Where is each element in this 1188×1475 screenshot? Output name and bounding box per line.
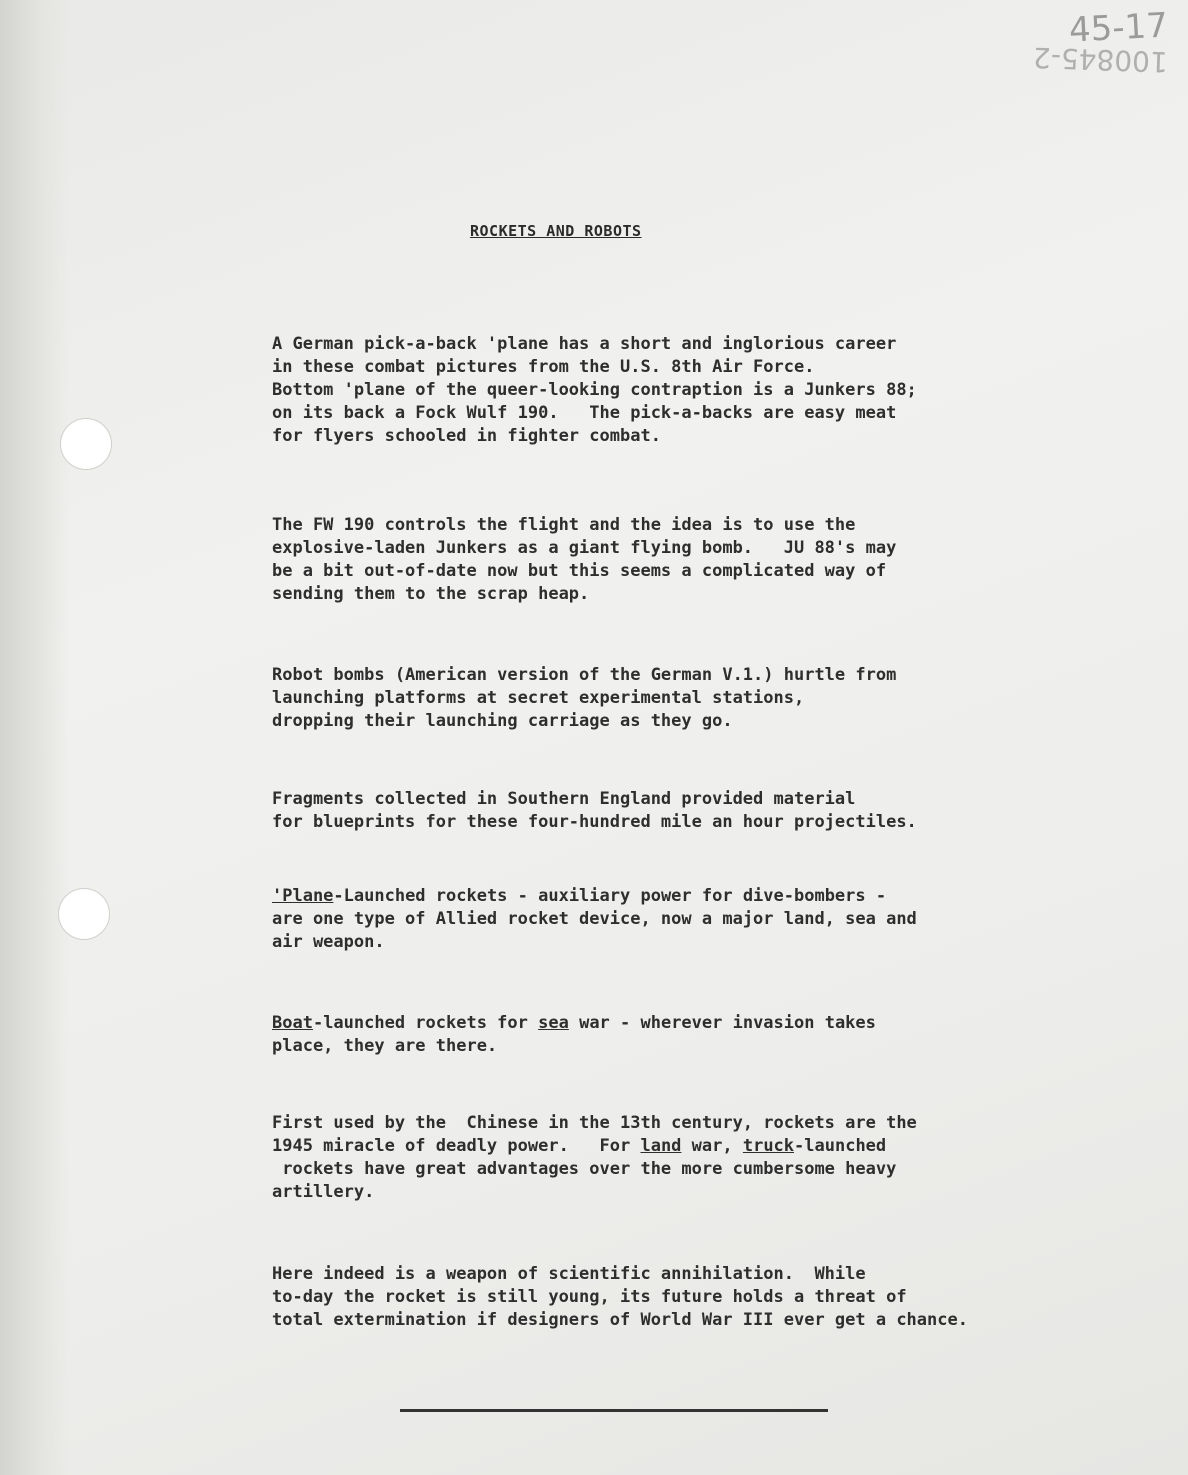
file-number-bottom: 100845-2 (1032, 40, 1169, 79)
paragraph-boat-launched (272, 1012, 1072, 1058)
text-segment: -launched rockets for (312, 1013, 539, 1033)
text-line: rockets have great advantages over the more cumbersome heavy (272, 1159, 897, 1179)
paragraph-fw190 (272, 514, 1072, 606)
paragraph-plane-launched (272, 885, 1072, 954)
text-line: Fragments collected in Southern England provided material (272, 789, 856, 809)
text-line: Robot bombs (American version of the German V.1.) hurtle from (272, 665, 897, 685)
text-segment: 1945 miracle of deadly power. For (272, 1136, 641, 1156)
text-line: are one type of Allied rocket device, now a major land, sea and (272, 909, 917, 929)
text-line: launching platforms at secret experimental stations, (272, 688, 805, 708)
underlined-word: truck (742, 1136, 795, 1156)
text-line: place, they are there. (272, 1036, 498, 1056)
text-line: total extermination if designers of World War III ever get a chance. (272, 1310, 968, 1330)
text-segment: war, (681, 1136, 743, 1156)
punch-hole-top (60, 418, 112, 470)
underlined-word: land (640, 1136, 682, 1156)
paragraph-robot-bombs (272, 664, 1072, 733)
text-line: Bottom 'plane of the queer-looking contraption is a Junkers 88; (272, 380, 917, 400)
underlined-word: Boat (272, 1013, 313, 1033)
text-segment: -Launched rockets - auxiliary power for dive-bombers - (333, 886, 887, 906)
closing-rule-divider (400, 1409, 828, 1412)
text-line: The FW 190 controls the flight and the idea is to use the (272, 515, 856, 535)
punch-hole-bottom (58, 888, 110, 940)
handwritten-file-number (1032, 5, 1169, 79)
file-number-top: 45-17 (1068, 5, 1169, 51)
text-line: air weapon. (272, 932, 385, 952)
page-edge-shadow (0, 0, 70, 1475)
text-line: be a bit out-of-date now but this seems a complicated way of (272, 561, 887, 581)
underlined-word: sea (538, 1013, 569, 1033)
paragraph-first-used (272, 1112, 1072, 1204)
text-segment: -launched (794, 1136, 887, 1156)
paragraph-conclusion (272, 1263, 1072, 1332)
text-line: in these combat pictures from the U.S. 8th Air Force. (272, 357, 815, 377)
text-line: sending them to the scrap heap. (272, 584, 590, 604)
text-line: A German pick-a-back 'plane has a short and inglorious career (272, 334, 897, 354)
text-segment: war - wherever invasion takes (568, 1013, 876, 1033)
text-line: on its back a Fock Wulf 190. The pick-a-backs are easy meat (272, 403, 897, 423)
text-line: explosive-laden Junkers as a giant flying bomb. JU 88's may (272, 538, 897, 558)
paragraph-fragments (272, 788, 1072, 834)
text-line: artillery. (272, 1182, 375, 1202)
paragraph-pick-a-back (272, 333, 1072, 448)
text-line: Here indeed is a weapon of scientific annihilation. While (272, 1264, 866, 1284)
text-line: for blueprints for these four-hundred mile an hour projectiles. (272, 812, 917, 832)
text-line: to-day the rocket is still young, its future holds a threat of (272, 1287, 907, 1307)
text-line: First used by the Chinese in the 13th century, rockets are the (272, 1113, 917, 1133)
document-title: ROCKETS AND ROBOTS (470, 222, 642, 240)
underlined-word: 'Plane (272, 886, 334, 906)
text-line: for flyers schooled in fighter combat. (272, 426, 661, 446)
text-line: dropping their launching carriage as they go. (272, 711, 733, 731)
